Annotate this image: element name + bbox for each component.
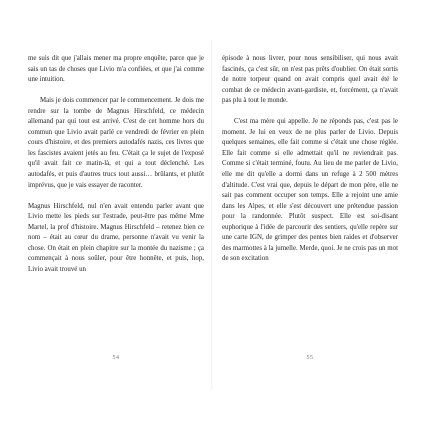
left-paragraph-3: Magnus Hirschfeld, nul n'en avait entendu parler avant que Livio mette les pieds sur l'estrade, peut-être pas même Mme Martel, la prof d'histoire. Magnus Hirschfeld – retenez bien ce nom – était au cœur du drame, personne n'avait vu venir la chose. On était en plein chapitre sur la montée du nazisme ; ça commençait à nous soûler, pour être honnête, et puis, hop, Livio avait trouvé un: [28, 202, 204, 273]
paragraph-gap: [28, 86, 204, 97]
right-paragraph-1: épisode à nous livrer, pour nous sensibiliser, qui nous avait fascinés, ça c'est sûr, on n'est pas prêts d'oublier. On était sortis de notre torpeur quand on avait compris quel avait été le combat de ce médecin avant-gardiste, et, forcément, ça n'avait pas plu à tout le monde.: [222, 55, 398, 105]
left-page: [28, 54, 204, 384]
paragraph-gap: [222, 107, 398, 118]
book-gutter: [211, 40, 213, 390]
paragraph-gap: [28, 191, 204, 202]
left-paragraph-2: Mais je dois commencer par le commencement. Je dois me rendre sur la tombe de Magnus Hirschfeld, ce médecin allemand par qui tout est arrivé. C'est de cet homme hors du commun que Livio avait parlé ce vendredi de février en plein cours d'histoire, et des premiers autodafés nazis, ces livres que les fascistes avaient jetés au feu. C'était ça le sujet de l'exposé qu'il avait fait ce matin-là, et qui a tout déclenché. Les autodafés, et puis d'autres trucs tout aussi… brûlants, et plutôt imprévus, que je vais essayer de raconter.: [28, 97, 204, 189]
left-paragraph-1: me suis dit que j'allais mener ma propre enquête, parce que je sais un tas de choses que Livio m'a confiées, et que j'ai comme une intuition.: [28, 55, 204, 84]
right-page: [222, 54, 398, 384]
right-page-number: 55: [306, 355, 314, 361]
right-paragraph-2: C'est ma mère qui appelle. Je ne réponds pas, c'est pas le moment. Je lui en veux de ne plus parler de Livio. Depuis quelques semaines, elle fait comme si c'était une chose réglée. Elle fait comme si elle admettait qu'il ne reviendrait pas. Comme si c'était terminé, foutu. Au lieu de me parler de Livio, elle me dit qu'elle a dormi dans un refuge à 2 500 mètres d'altitude. C'est vrai que, depuis le départ de mon père, elle ne sait pas comment occuper son temps. Elle a rejoint une amie dans les Alpes, et elle s'est découvert une prétendue passion pour la randonnée. Plutôt suspect. Elle est soi-disant euphorique à l'idée de parcourir des sentiers, qu'elle repère sur une carte IGN, de grimper des pentes bien raides et d'observer des marmottes à la jumelle. Merde, quoi. Je ne crois pas un mot de son excitation: [222, 118, 398, 263]
left-page-number: 54: [112, 355, 120, 361]
